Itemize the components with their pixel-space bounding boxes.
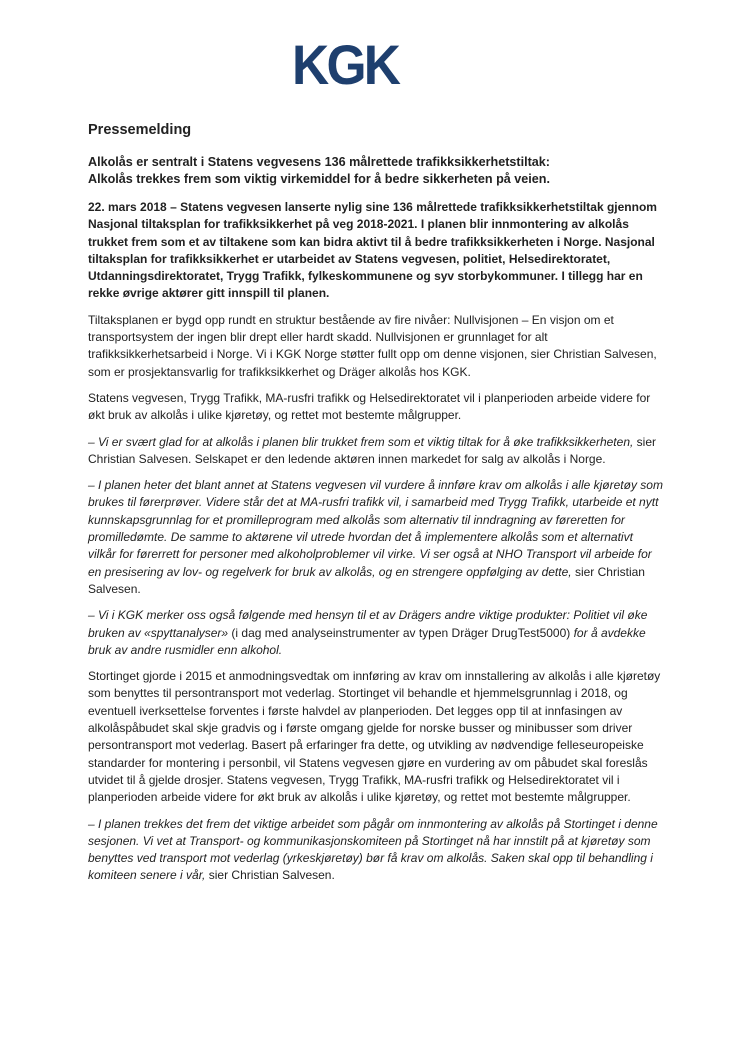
quote-1-attribution: sier Christian Salvesen. Selskapet er den ledende aktøren innen markedet for salg av alkolås i Norge.	[88, 434, 656, 466]
lead-paragraph: 22. mars 2018 – Statens vegvesen lanserte nylig sine 136 målrettede trafikksikkerhetstiltak gjennom Nasjonal tiltaksplan for trafikksikkerhet på veg 2018-2021. I planen blir innmontering av alkolås trukket frem som et av tiltakene som kan bidra aktivt til å bedre trafikksikkerheten i Norge. Nasjonal tiltaksplan for trafikksikkerhet er utarbeidet av Statens vegvesen, politiet, Helsedirektoratet, Utdanningsdirektoratet, Trygg Trafikk, fylkeskommunene og syv storbykommuner. I tillegg har en rekke øvrige aktører gitt innspill til planen.	[88, 200, 657, 301]
headline	[88, 154, 664, 188]
quote-3-italic-a: – Vi i KGK merker oss også følgende med hensyn til et av Drägers andre viktige produkter: Politiet vil øke bruken av «spyttanalyser»	[88, 608, 648, 640]
quote-3-normal: (i dag med analyseinstrumenter av typen Dräger DrugTest5000)	[228, 625, 571, 640]
quote-paragraph-3	[88, 607, 664, 659]
quote-1-italic: – Vi er svært glad for at alkolås i planen blir trukket frem som et viktig tiltak for å øke trafikksikkerheten,	[88, 434, 634, 449]
paragraph-3: Stortinget gjorde i 2015 et anmodningsvedtak om innføring av krav om innstallering av alkolås i alle kjøretøy som benyttes til persontransport mot vederlag. Stortinget vil behandle et hjemmelsgrunnlag i 2018, og eventuell iverksettelse forventes i første halvdel av planperioden. Det legges opp til at innfasingen av alkolåspåbudet skal skje gradvis og i første omgang gjelde for norske busser og minibusser som driver persontransport mot vederlag. Basert på erfaringer fra dette, og utvikling av nødvendige felleseuropeiske standarder for montering i personbil, vil Statens vegvesen gjøre en vurdering av om påbudet skal foreslås utvidet til å gjelde drosjer. Statens vegvesen, Trygg Trafikk, MA-rusfri trafikk og Helsedirektoratet vil i planperioden arbeide videre for økt bruk av alkolås i ulike kjøretøy, og rettet mot bestemte målgrupper.	[88, 669, 661, 805]
quote-3-italic-b: for å avdekke bruk av andre rusmidler enn alkohol.	[88, 625, 646, 657]
headline-line-1: Alkolås er sentralt i Statens vegvesens 136 målrettede trafikksikkerhetstiltak:	[88, 155, 550, 169]
quote-2-italic: – I planen heter det blant annet at Statens vegvesen vil vurdere å innføre krav om alkolås i alle kjøretøy som brukes til førerprøver. Videre står det at MA-rusfri trafikk vil, i samarbeid med Trygg Trafikk, utarbeide et nytt kunnskapsgrunnlag for et promilleprogram med alkolås som alternativ til inndragning av føreretten for promilledømte. De samme to aktørene vil utrede hvordan det å implementere alkolås som et alternativt vilkår for førerrett for personer med alkoholproblemer vil virke. Vi ser også at NHO Transport vil arbeide for en presisering av lov- og regelverk for bruk av alkolås, og en strengere oppfølging av dette,	[88, 478, 663, 579]
quote-paragraph-4	[88, 816, 664, 885]
document-label: Pressemelding	[88, 122, 192, 138]
quote-4-attribution: sier Christian Salvesen.	[205, 868, 335, 883]
quote-paragraph-2	[88, 477, 664, 598]
quote-paragraph-1	[88, 434, 664, 469]
paragraph-1: Tiltaksplanen er bygd opp rundt en struktur bestående av fire nivåer: Nullvisjonen – En visjon om et transportsystem der ingen blir drept eller hardt skadd. Nullvisjonen er grunnlaget for alt trafikksikkerhetsarbeid i Norge. Vi i KGK Norge støtter fullt opp om denne visjonen, sier Christian Salvesen, som er prosjektansvarlig for trafikksikkerhet og Dräger alkolås hos KGK.	[88, 312, 657, 379]
quote-2-attribution: sier Christian Salvesen.	[88, 564, 645, 596]
headline-line-2: Alkolås trekkes frem som viktig virkemiddel for å bedre sikkerheten på veien.	[88, 172, 550, 186]
quote-4-italic: – I planen trekkes det frem det viktige arbeidet som pågår om innmontering av alkolås på Stortinget i denne sesjonen. Vi vet at Transport- og kommunikasjonskomiteen på Stortinget nå har innstilt på at kjøretøy som benyttes ved transport mot vederlag (yrkeskjøretøy) bør få krav om alkolås. Saken skal opp til behandling i komiteen senere i vår,	[88, 816, 658, 883]
kgk-logo: KGK	[292, 33, 399, 96]
paragraph-2: Statens vegvesen, Trygg Trafikk, MA-rusfri trafikk og Helsedirektoratet vil i planperioden arbeide videre for økt bruk av alkolås i ulike kjøretøy, og rettet mot bestemte målgrupper.	[88, 390, 651, 423]
document-body	[88, 120, 664, 894]
